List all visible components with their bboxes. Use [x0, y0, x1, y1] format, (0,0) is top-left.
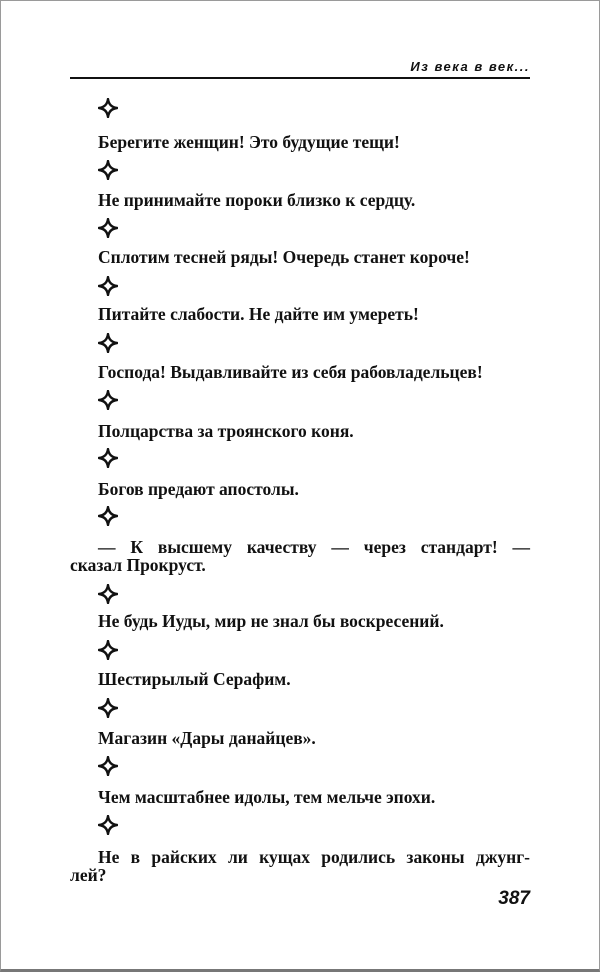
four-point-star-icon [98, 815, 118, 835]
aphorism-text: Полцарства за троянского коня. [98, 421, 354, 441]
page-number: 387 [498, 888, 530, 909]
four-point-star-icon [98, 756, 118, 776]
aphorism-text: Питайте слабости. Не дайте им умереть! [98, 304, 419, 324]
aphorism-text: Не в райских ли кущах родились законы джунг- [98, 847, 530, 867]
header-rule [70, 77, 530, 79]
aphorism-text: Берегите женщин! Это будущие тещи! [98, 132, 400, 152]
four-point-star-icon [98, 218, 118, 238]
four-point-star-icon [98, 333, 118, 353]
four-point-star-icon [98, 448, 118, 468]
aphorism-text: Богов предают апостолы. [98, 479, 299, 499]
aphorism-text: сказал Прокруст. [70, 555, 206, 575]
aphorism-text: Сплотим тесней ряды! Очередь станет короче! [98, 247, 470, 267]
four-point-star-icon [98, 584, 118, 604]
running-header: Из века в век... [410, 59, 530, 74]
aphorism-text: Магазин «Дары данайцев». [98, 728, 316, 748]
four-point-star-icon [98, 276, 118, 296]
four-point-star-icon [98, 390, 118, 410]
aphorism-text: Шестирылый Серафим. [98, 669, 291, 689]
aphorism-text: Господа! Выдавливайте из себя рабовладельцев! [98, 362, 483, 382]
four-point-star-icon [98, 698, 118, 718]
four-point-star-icon [98, 160, 118, 180]
four-point-star-icon [98, 506, 118, 526]
aphorism-text: Не будь Иуды, мир не знал бы воскресений. [98, 611, 444, 631]
aphorism-text: — К высшему качеству — через стандарт! — [98, 537, 530, 557]
four-point-star-icon [98, 640, 118, 660]
aphorism-text: Не принимайте пороки близко к сердцу. [98, 190, 416, 210]
aphorism-text: лей? [70, 865, 107, 885]
aphorism-text: Чем масштабнее идолы, тем мельче эпохи. [98, 787, 436, 807]
four-point-star-icon [98, 98, 118, 118]
